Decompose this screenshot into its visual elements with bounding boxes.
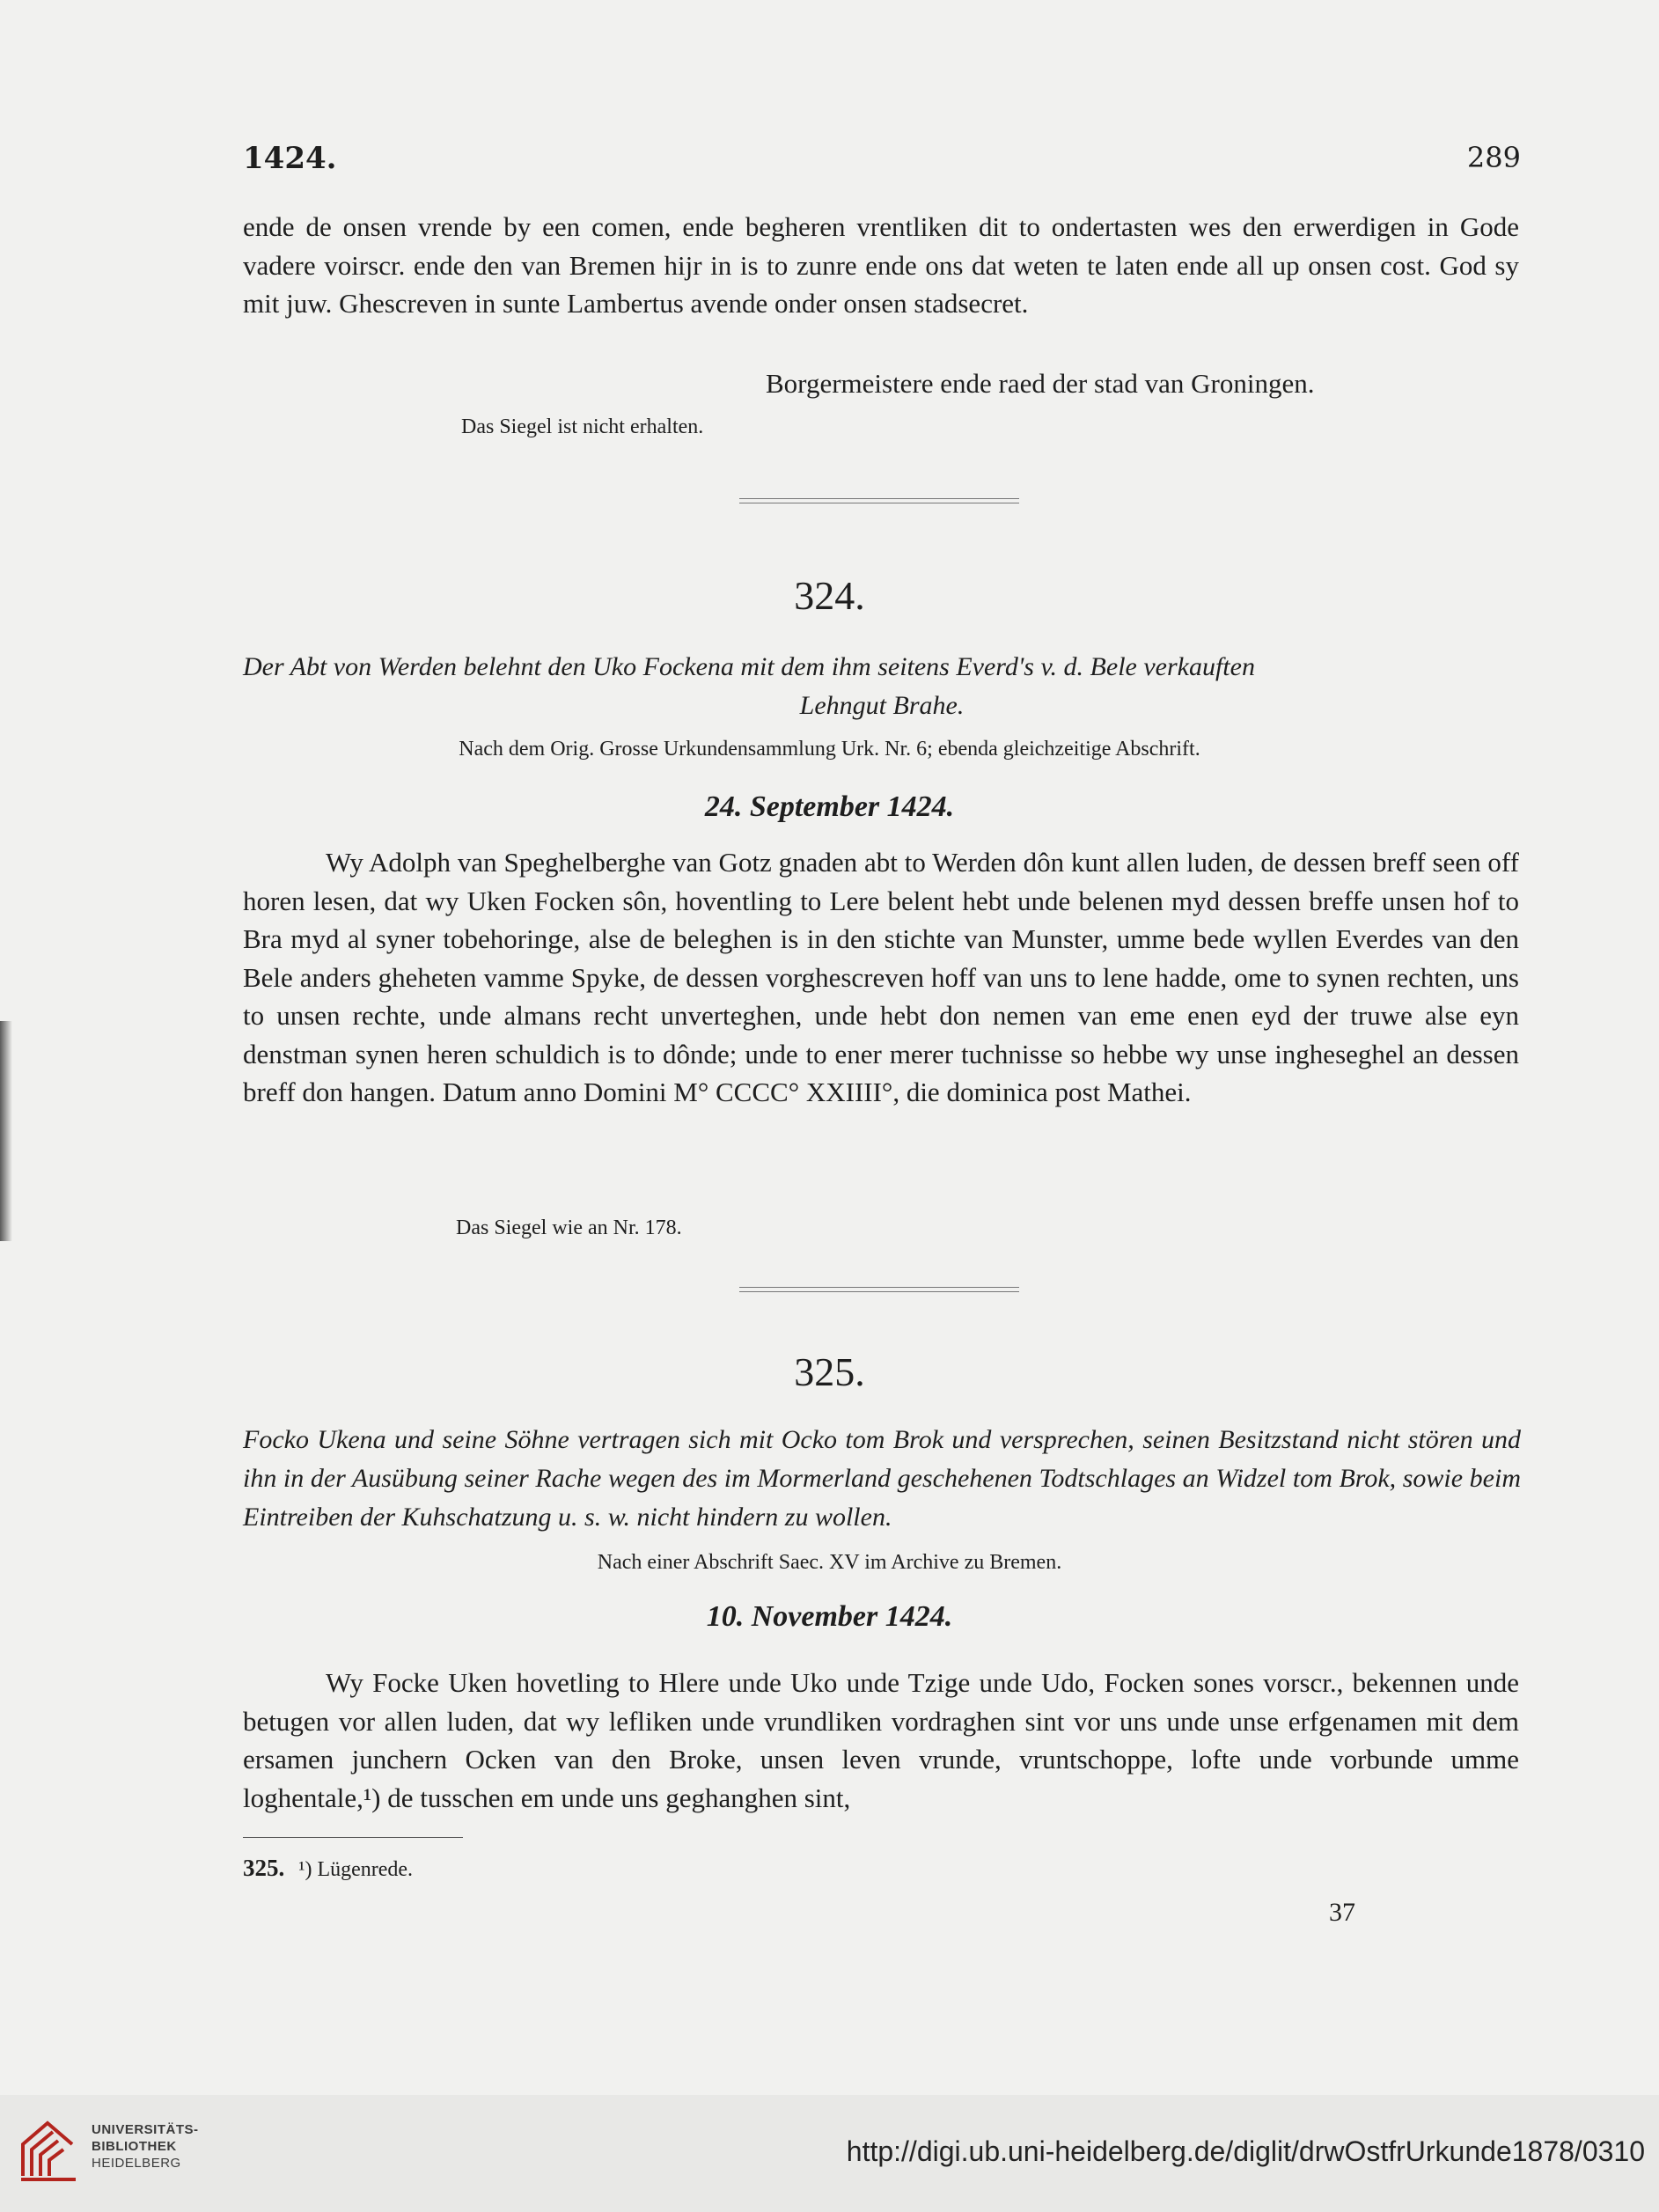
doc-325-date: 10. November 1424. bbox=[706, 1600, 953, 1633]
library-footer bbox=[0, 2095, 1659, 2212]
prev-doc-signature: Borgermeistere ende raed der stad van Groningen. bbox=[766, 368, 1315, 399]
doc-324-date: 24. September 1424. bbox=[704, 790, 955, 823]
logo-line-2: BIBLIOTHEK bbox=[92, 2139, 177, 2154]
doc-324-rubric-last: Lehngut Brahe. bbox=[799, 691, 965, 720]
footnote-rule bbox=[243, 1837, 463, 1838]
logo-line-3: HEIDELBERG bbox=[92, 2156, 181, 2171]
doc-325-rubric: Focko Ukena und seine Söhne vertragen sich mit Ocko tom Brok und versprechen, seinen Besitzstand nicht stören und ihn in der Ausübung seiner Rache wegen des im Mormerland geschehenen Todtschlages an Widzel tom Brok, sowie beim Eintreiben der Kuhschatzung u. s. w. nicht hindern zu wollen. bbox=[243, 1425, 1521, 1532]
doc-325-source: Nach einer Abschrift Saec. XV im Archive zu Bremen. bbox=[597, 1551, 1062, 1574]
library-logo-icon bbox=[18, 2114, 79, 2186]
footnote bbox=[243, 1855, 413, 1882]
binding-shadow bbox=[0, 1021, 12, 1241]
doc-325-number: 325. bbox=[794, 1349, 865, 1394]
page-number: 289 bbox=[1466, 141, 1521, 174]
permalink-url[interactable]: http://digi.ub.uni-heidelberg.de/diglit/drwOstfrUrkunde1878/0310 bbox=[846, 2135, 1645, 2167]
doc-324-rubric bbox=[243, 648, 1521, 725]
library-logo-text bbox=[92, 2121, 199, 2172]
section-divider bbox=[739, 498, 1019, 503]
signature-mark: 37 bbox=[1329, 1898, 1355, 1927]
logo-line-1: UNIVERSITÄTS- bbox=[92, 2122, 199, 2137]
footnote-text: ¹) Lügenrede. bbox=[298, 1858, 414, 1881]
doc-324-seal-note: Das Siegel wie an Nr. 178. bbox=[456, 1216, 682, 1239]
doc-324-body: Wy Adolph van Speghelberghe van Gotz gnaden abt to Werden dôn kunt allen luden, de dessen breff seen off horen lesen, dat wy Uken Focken sôn, hoventling to Lere belent hebt unde belenen myd dessen breffe unsen hof to Bra myd al syner tobehoringe, alse de beleghen is in den stichte van Munster, umme bede wyllen Everdes van den Bele anders gheheten vamme Spyke, de dessen vorghescreven hoff van uns to lene hadde, ome to synen rechten, uns to unsen rechte, unde almans recht unverteghen, unde hebt don nemen van eme enen eyd der truwe alse eyn denstman synen heren schuldich is to dônde; unde to ener merer tuchnisse so hebbe wy unse ingheseghel an dessen breff don hangen. Datum anno Domini M° CCCC° XXIIII°, die dominica post Mathei. bbox=[243, 847, 1519, 1107]
footnote-ref: 325. bbox=[243, 1855, 285, 1881]
doc-324-rubric-main: Der Abt von Werden belehnt den Uko Fockena mit dem ihm seitens Everd's v. d. Bele verkauften bbox=[243, 652, 1255, 681]
running-head-year: 1424. bbox=[243, 141, 337, 176]
running-head bbox=[243, 141, 1521, 176]
prev-doc-paragraph: ende de onsen vrende by een comen, ende begheren vrentliken dit to ondertasten wes den erwerdigen in Gode vadere voirscr. ende den van Bremen hijr in is to zunre ende ons dat weten te laten ende all up onsen cost. God sy mit juw. Ghescreven in sunte Lambertus avende onder onsen stadsecret. bbox=[243, 211, 1519, 319]
doc-324-source: Nach dem Orig. Grosse Urkundensammlung Urk. Nr. 6; ebenda gleichzeitige Abschrift. bbox=[459, 738, 1200, 761]
doc-325-body: Wy Focke Uken hovetling to Hlere unde Uko unde Tzige unde Udo, Focken sones vorscr., bekennen unde betugen vor allen luden, dat wy lefliken unde vrundliken vordraghen sint vor uns unde unse erfgenamen mit dem ersamen junchern Ocken van den Broke, unsen leven vrunde, vruntschoppe, lofte unde vorbunde umme loghentale,¹) de tusschen em unde uns geghanghen sint, bbox=[243, 1667, 1519, 1813]
section-divider bbox=[739, 1287, 1019, 1292]
doc-324-number: 324. bbox=[794, 573, 865, 618]
prev-doc-seal-note: Das Siegel ist nicht erhalten. bbox=[461, 415, 704, 438]
